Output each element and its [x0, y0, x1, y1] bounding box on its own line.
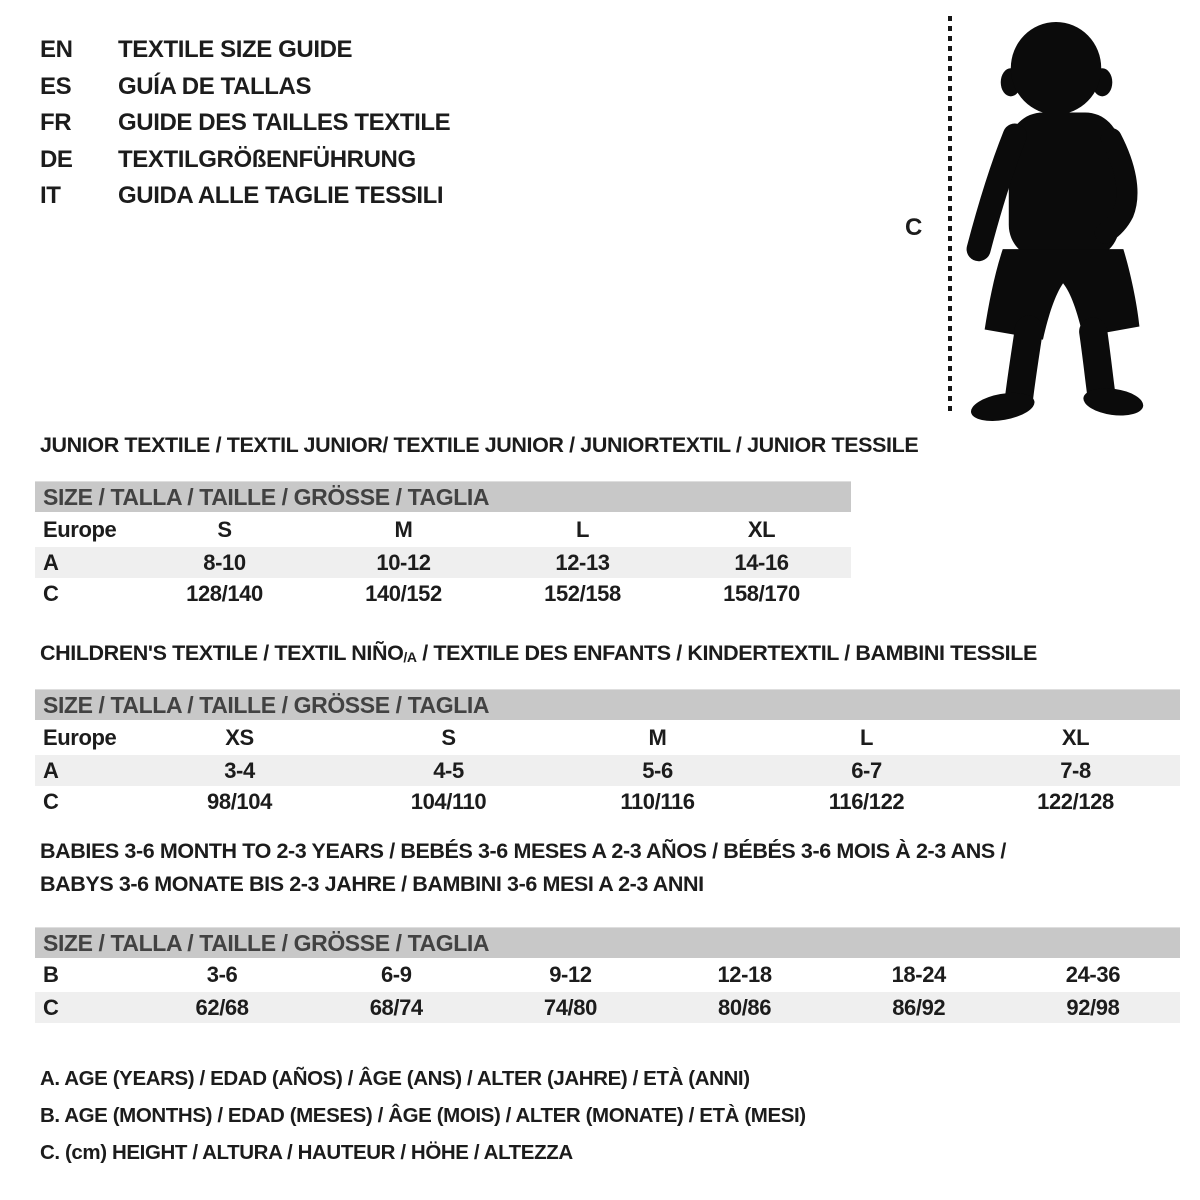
region-label: Europe [43, 724, 117, 750]
title-text: GUIDE DES TAILLES TEXTILE [118, 109, 451, 137]
value-cell: 68/74 [369, 994, 423, 1020]
value-cell: 98/104 [207, 788, 272, 814]
title-text: TEXTILE SIZE GUIDE [118, 36, 353, 64]
junior-section-title: JUNIOR TEXTILE / TEXTIL JUNIOR/ TEXTILE JUNIOR / JUNIORTEXTIL / JUNIOR TESSILE [40, 433, 919, 457]
value-cell: 158/170 [723, 580, 800, 606]
table-row-a [35, 755, 1180, 786]
value-cell: 110/116 [620, 788, 695, 814]
value-cell: 116/122 [828, 788, 905, 814]
size-col: M [394, 516, 413, 542]
row-label: C [43, 580, 59, 606]
size-col: XL [1061, 724, 1090, 750]
title-row-de [40, 142, 450, 179]
title-row-fr [40, 105, 450, 142]
lang-code: DE [40, 145, 73, 173]
junior-size-table [35, 481, 851, 609]
legend-line-c: C. (cm) HEIGHT / ALTURA / HAUTEUR / HÖHE / ALTEZZA [40, 1140, 573, 1164]
value-cell: 86/92 [892, 994, 946, 1020]
value-cell: 62/68 [195, 994, 249, 1020]
title-text: GUÍA DE TALLAS [118, 72, 312, 100]
size-header-bar: SIZE / TALLA / TAILLE / GRÖSSE / TAGLIA [35, 927, 1180, 958]
value-cell: 9-12 [549, 962, 592, 987]
value-cell: 5-6 [642, 757, 673, 783]
table-row-b [35, 958, 1180, 992]
title-text: TEXTILGRÖßENFÜHRUNG [118, 145, 416, 173]
measurement-legend [40, 1060, 806, 1171]
value-cell: 12-18 [717, 962, 772, 987]
value-cell: 152/158 [544, 580, 621, 606]
title-row-it [40, 178, 450, 215]
size-col: S [217, 516, 232, 542]
value-cell: 18-24 [891, 962, 946, 987]
value-cell: 104/110 [410, 788, 487, 814]
table-row-c [35, 786, 1180, 817]
row-label: A [43, 549, 59, 575]
value-cell: 92/98 [1066, 994, 1120, 1020]
value-cell: 6-9 [380, 962, 412, 987]
size-header-bar: SIZE / TALLA / TAILLE / GRÖSSE / TAGLIA [35, 689, 1180, 720]
children-size-table [35, 689, 1180, 817]
value-cell: 122/128 [1037, 788, 1114, 814]
row-label: A [43, 757, 59, 783]
size-col: M [648, 724, 667, 750]
height-measure-label: C [905, 214, 922, 241]
lang-code: IT [40, 182, 61, 210]
value-cell: 74/80 [543, 994, 597, 1020]
value-cell: 3-6 [206, 962, 238, 987]
babies-size-table [35, 927, 1180, 1023]
lang-code: FR [40, 109, 72, 137]
title-text: GUIDA ALLE TAGLIE TESSILI [118, 182, 444, 210]
row-label: C [43, 788, 59, 814]
table-row-c [35, 992, 1180, 1023]
value-cell: 14-16 [734, 549, 789, 575]
table-row-a [35, 547, 851, 578]
children-section-title [40, 641, 1037, 666]
table-header-row [35, 720, 1180, 755]
region-label: Europe [43, 516, 117, 542]
value-cell: 3-4 [224, 757, 255, 783]
value-cell: 80/86 [718, 994, 772, 1020]
value-cell: 7-8 [1060, 757, 1091, 783]
row-label: B [43, 962, 59, 987]
value-cell: 4-5 [433, 757, 464, 783]
children-title-sub: /A [403, 649, 417, 665]
value-cell: 24-36 [1065, 962, 1121, 987]
size-col: XS [225, 724, 254, 750]
legend-line-b: B. AGE (MONTHS) / EDAD (MESES) / ÂGE (MOIS) / ALTER (MONATE) / ETÀ (MESI) [40, 1103, 806, 1127]
height-measure-line [948, 16, 952, 416]
row-label: C [43, 994, 59, 1020]
title-row-en [40, 32, 450, 69]
size-col: L [859, 724, 874, 750]
value-cell: 128/140 [186, 580, 263, 606]
size-col: S [441, 724, 456, 750]
value-cell: 140/152 [365, 580, 442, 606]
size-col: L [575, 516, 590, 542]
lang-code: EN [40, 36, 73, 64]
babies-section-title-line2: BABYS 3-6 MONATE BIS 2-3 JAHRE / BAMBINI 3-6 MESI A 2-3 ANNI [40, 872, 704, 896]
language-title-block [40, 32, 450, 215]
children-title-post: / TEXTILE DES ENFANTS / KINDERTEXTIL / BAMBINI TESSILE [416, 641, 1037, 665]
title-row-es [40, 69, 450, 106]
size-col: XL [747, 516, 776, 542]
legend-line-a: A. AGE (YEARS) / EDAD (AÑOS) / ÂGE (ANS) / ALTER (JAHRE) / ETÀ (ANNI) [40, 1066, 750, 1090]
children-title-pre: CHILDREN'S TEXTILE / TEXTIL NIÑO [40, 641, 404, 665]
babies-section-title-line1: BABIES 3-6 MONTH TO 2-3 YEARS / BEBÉS 3-6 MESES A 2-3 AÑOS / BÉBÉS 3-6 MOIS À 2-3 ANS / [40, 839, 1006, 863]
toddler-silhouette-icon [962, 20, 1144, 422]
table-header-row [35, 512, 851, 547]
value-cell: 12-13 [555, 549, 610, 575]
value-cell: 10-12 [376, 549, 431, 575]
table-row-c [35, 578, 851, 609]
size-header-bar: SIZE / TALLA / TAILLE / GRÖSSE / TAGLIA [35, 481, 851, 512]
value-cell: 6-7 [851, 757, 882, 783]
lang-code: ES [40, 72, 72, 100]
value-cell: 8-10 [203, 549, 246, 575]
